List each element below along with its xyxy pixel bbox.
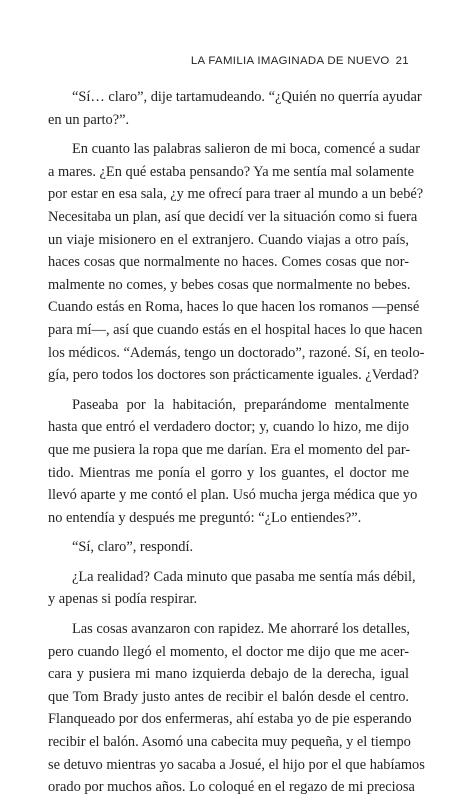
text-line: Flanqueado por dos enfermeras, ahí estaba yo de pie esperando	[48, 711, 412, 728]
text-line: “Sí… claro”, dije tartamudeando. “¿Quién no querría ayudar	[72, 89, 422, 105]
text-line: Paseaba por la habitación, preparándome mentalmente	[72, 396, 409, 413]
text-line: que me pusiera la ropa que me darían. Era el momento del par-	[48, 441, 411, 458]
text-line: los médicos. “Además, tengo un doctorado”, razoné. Sí, en teolo-	[48, 344, 425, 361]
text-line: se detuvo mientras yo sacaba a Josué, el hijo por el que habíamos	[48, 756, 425, 773]
text-line: recibir el balón. Asomó una cabecita muy pequeña, y el tiempo	[48, 734, 411, 751]
text-line: y apenas si podía respirar.	[48, 591, 198, 608]
paragraph	[48, 394, 418, 530]
page-number: 21	[395, 55, 409, 67]
text-line: En cuanto las palabras salieron de mi boca, comencé a sudar	[72, 141, 421, 158]
text-line: hasta que entró el verdadero doctor; y, cuando lo hizo, me dijo	[48, 419, 409, 436]
body-text	[48, 86, 425, 806]
text-line: por estar en esa sala, ¿y me ofrecí para traer al mundo a un bebé?	[48, 186, 424, 203]
text-line: Necesitaba un plan, así que decidí ver la situación como si fuera	[48, 208, 418, 225]
text-line: Las cosas avanzaron con rapidez. Me ahorraré los detalles,	[72, 621, 411, 638]
paragraph	[48, 618, 425, 799]
text-line: tido. Mientras me ponía el gorro y los guantes, el doctor me	[48, 464, 409, 481]
text-line: un viaje misionero en el extranjero. Cuando viajas a otro país,	[48, 231, 409, 248]
text-line: en un parto?”.	[48, 111, 130, 128]
text-line: cara y pusiera mi mano izquierda debajo de la derecha, igual	[48, 666, 409, 683]
text-line: gía, pero todos los doctores son prácticamente iguales. ¿Verdad?	[48, 367, 419, 384]
text-line: pero cuando llegó el momento, el doctor me dijo que me acer-	[48, 643, 409, 660]
text-line: malmente no comes, y bebes cosas que normalmente no bebes.	[48, 276, 411, 293]
paragraph	[48, 566, 416, 611]
paragraph	[48, 536, 409, 559]
text-line: ¿La realidad? Cada minuto que pasaba me sentía más débil,	[72, 568, 416, 585]
text-line: no entendía y después me preguntó: “¿Lo entiendes?”.	[48, 509, 362, 526]
text-line: haces cosas que normalmente no haces. Comes cosas que nor-	[48, 254, 409, 271]
paragraph	[48, 138, 425, 387]
paragraph	[48, 86, 422, 131]
text-line: para mí—, así que cuando estás en el hospital haces lo que hacen	[48, 321, 423, 338]
running-title: LA FAMILIA IMAGINADA DE NUEVO	[190, 55, 390, 67]
text-line: llevó aparte y me contó el plan. Usó mucha jerga médica que yo	[48, 487, 418, 504]
text-line: que Tom Brady justo antes de recibir el balón desde el centro.	[48, 688, 409, 705]
running-header	[191, 55, 409, 67]
text-line: orado por muchos años. Lo coloqué en el regazo de mi preciosa	[48, 779, 415, 796]
text-line: “Sí, claro”, respondí.	[72, 539, 194, 556]
text-line: Cuando estás en Roma, haces lo que hacen los romanos —pensé	[48, 299, 420, 316]
text-line: a mares. ¿En qué estaba pensando? Ya me sentía mal solamente	[48, 163, 415, 180]
